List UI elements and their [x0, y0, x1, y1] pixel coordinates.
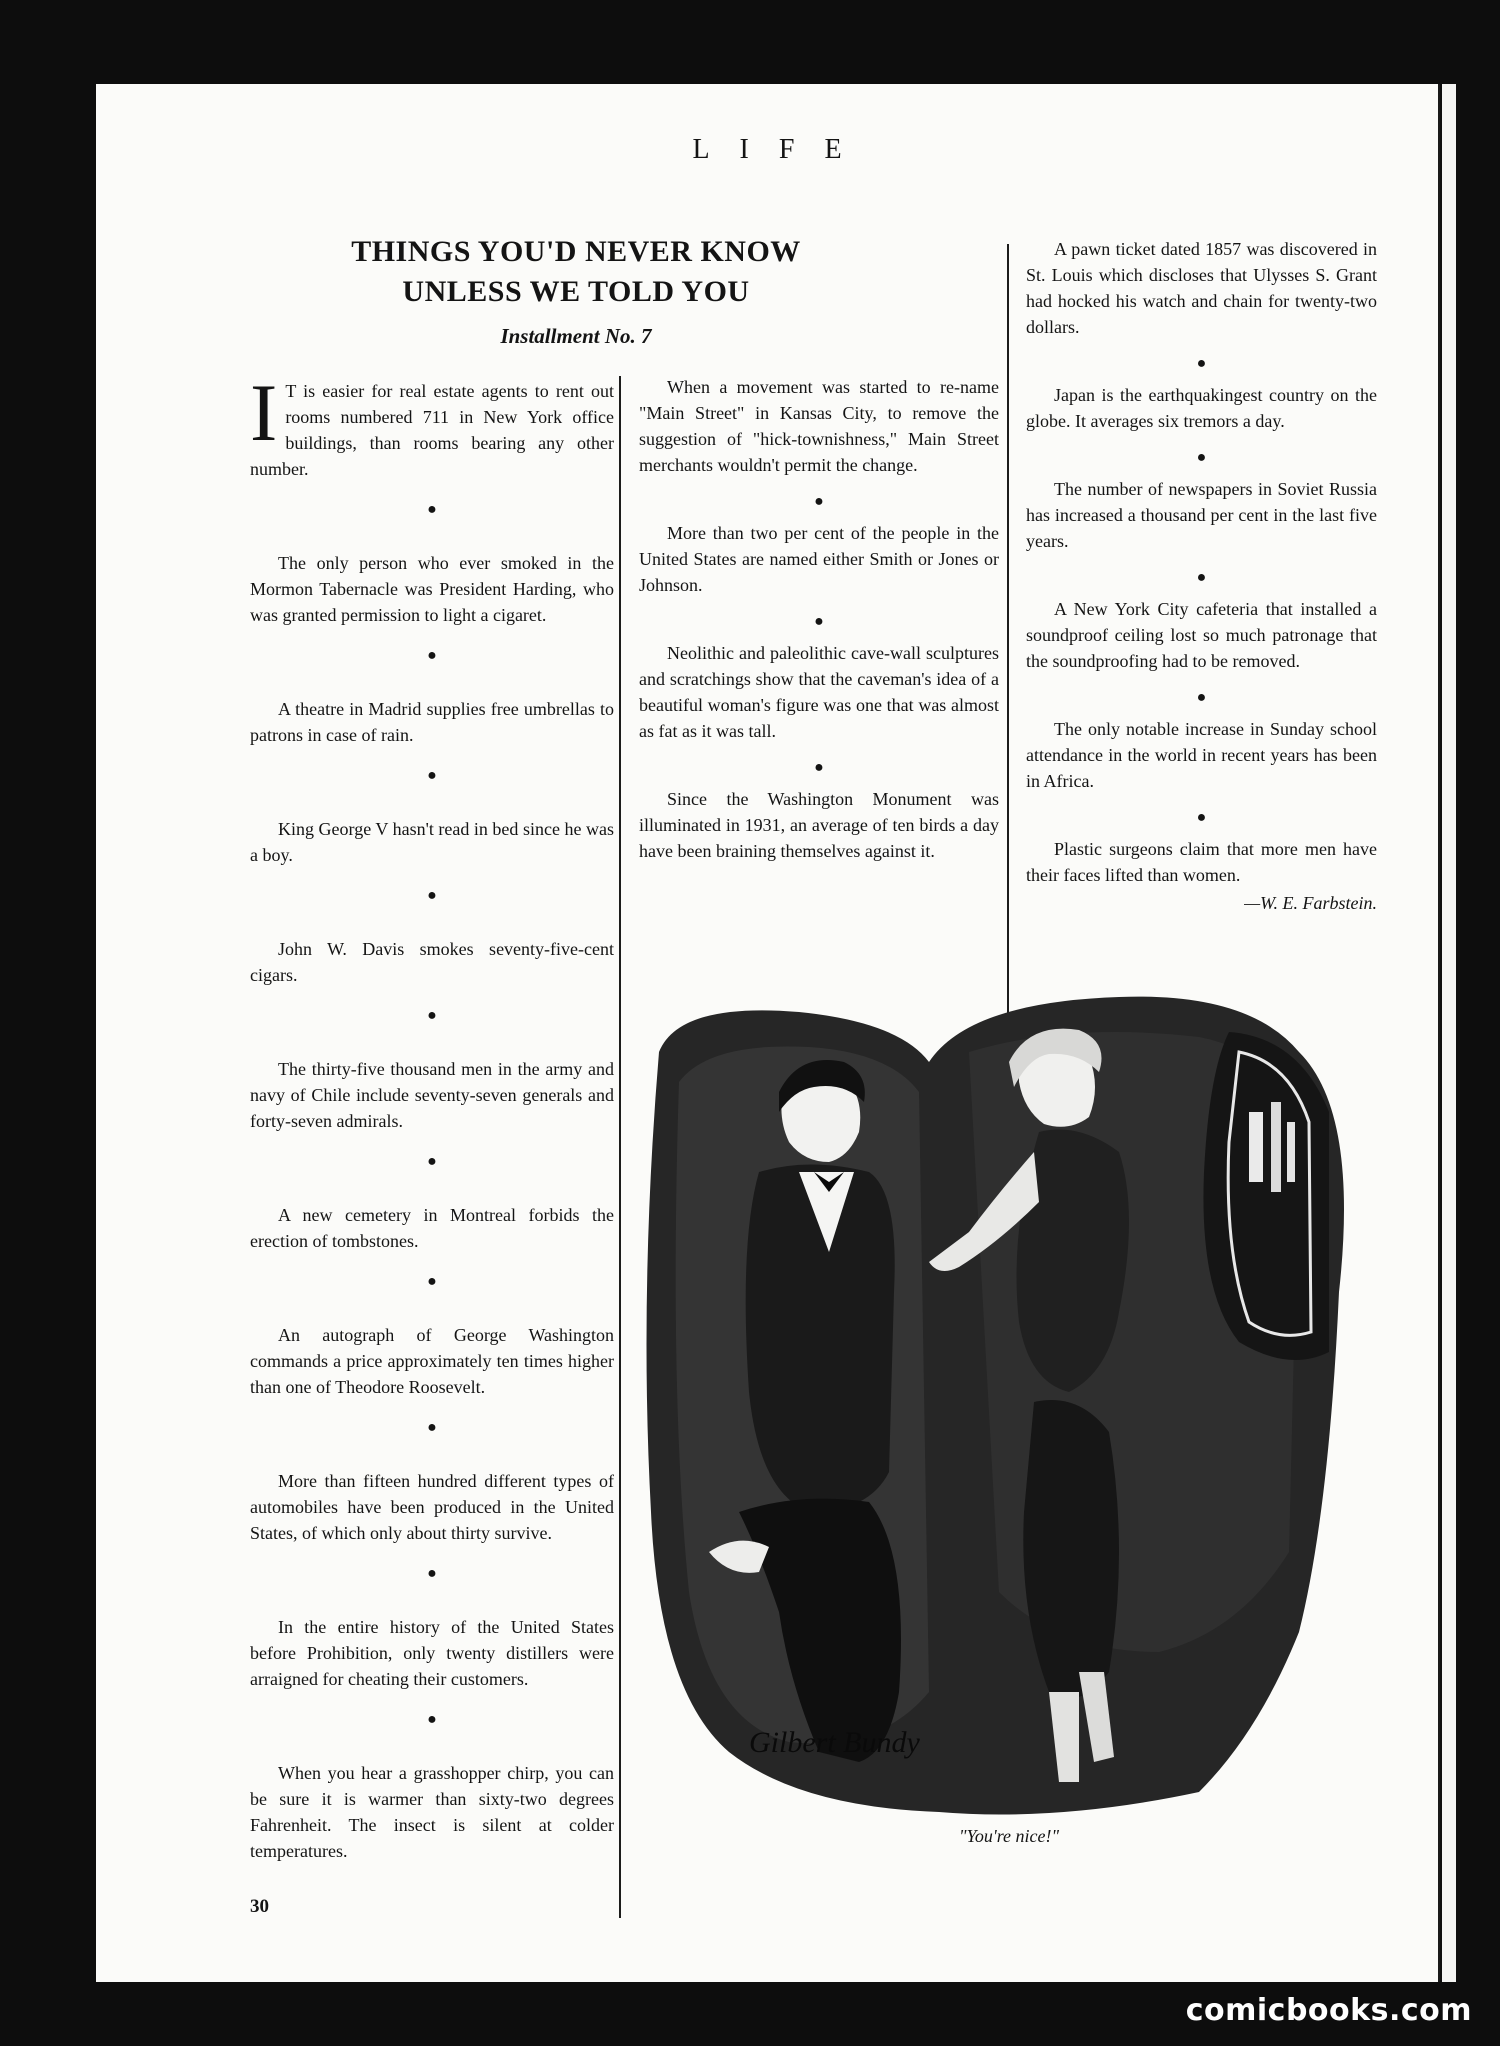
paragraph-17: Japan is the earthquakingest country on the globe. It averages six tremors a day. — [1026, 385, 1377, 431]
title-line-1: THINGS YOU'D NEVER KNOW — [351, 235, 801, 268]
bullet-separator: ● — [427, 647, 437, 664]
bullet-separator: ● — [1196, 355, 1207, 372]
bullet-separator: ● — [427, 767, 437, 784]
bullet-separator: ● — [427, 501, 437, 518]
paragraph-15: Since the Washington Monument was illuminated in 1931, an average of ten birds a day have been braining themselves against it. — [639, 789, 999, 861]
paragraph-18: The number of newspapers in Soviet Russia has increased a thousand per cent in the last five years. — [1026, 479, 1377, 551]
paragraph-16: A pawn ticket dated 1857 was discovered in St. Louis which discloses that Ulysses S. Grant had hocked his watch and chain for twenty-two dollars. — [1026, 239, 1377, 337]
paragraph-3: A theatre in Madrid supplies free umbrellas to patrons in case of rain. — [250, 699, 614, 745]
paragraph-10: In the entire history of the United States before Prohibition, only twenty distillers were arraigned for cheating their customers. — [250, 1617, 614, 1689]
bullet-separator: ● — [814, 493, 824, 510]
paragraph-2: The only person who ever smoked in the Mormon Tabernacle was President Harding, who was granted permission to light a cigaret. — [250, 553, 614, 625]
paragraph-6: The thirty-five thousand men in the army and navy of Chile include seventy-seven generals and forty-seven admirals. — [250, 1059, 614, 1131]
bullet-separator: ● — [427, 1273, 437, 1290]
paragraph-7: A new cemetery in Montreal forbids the erection of tombstones. — [250, 1205, 614, 1251]
bullet-separator: ● — [427, 1711, 437, 1728]
bullet-separator: ● — [427, 1153, 437, 1170]
paragraph-1: I T is easier for real estate agents to rent out rooms numbered 711 in New York office buildings, than rooms bearing any other number. — [250, 367, 614, 479]
site-watermark: comicbooks.com — [1185, 1993, 1472, 2028]
cartoon-caption: "You're nice!" — [958, 1826, 1060, 1846]
title-line-2: UNLESS WE TOLD YOU — [402, 275, 750, 308]
paragraph-9: More than fifteen hundred different types of automobiles have been produced in the United States, of which only about thirty survive. — [250, 1471, 614, 1543]
paragraph-14: Neolithic and paleolithic cave-wall sculptures and scratchings show that the caveman's idea of a beautiful woman's figure was one that was almost as fat as it was tall. — [639, 643, 999, 741]
bullet-separator: ● — [1196, 689, 1207, 706]
paragraph-4: King George V hasn't read in bed since he was a boy. — [250, 819, 614, 865]
paragraph-8: An autograph of George Washington commands a price approximately ten times higher than one of Theodore Roosevelt. — [250, 1325, 614, 1397]
paragraph-20: The only notable increase in Sunday school attendance in the world in recent years has been in Africa. — [1026, 719, 1377, 791]
artist-signature: Gilbert Bundy — [749, 1726, 920, 1759]
facing-page-edge — [1442, 84, 1456, 1982]
column-rule-left — [619, 376, 621, 1918]
paragraph-11: When you hear a grasshopper chirp, you can be sure it is warmer than sixty-two degrees Fahrenheit. The insect is silent at colder temperatures. — [250, 1763, 614, 1861]
paragraph-5: John W. Davis smokes seventy-five-cent cigars. — [250, 939, 614, 985]
bullet-separator: ● — [1196, 449, 1207, 466]
paragraph-21: Plastic surgeons claim that more men have their faces lifted than women. — [1026, 839, 1377, 885]
bullet-separator: ● — [1196, 809, 1207, 826]
column-right — [1026, 236, 1377, 916]
bullet-separator: ● — [814, 759, 824, 776]
installment-label: Installment No. 7 — [500, 324, 652, 348]
bullet-separator: ● — [814, 613, 824, 630]
article-title — [296, 232, 856, 312]
page-number: 30 — [250, 1896, 269, 1917]
drop-cap: I — [250, 367, 278, 458]
bullet-separator: ● — [427, 1565, 437, 1582]
magazine-page — [96, 84, 1438, 1982]
paragraph-19: A New York City cafeteria that installed a soundproof ceiling lost so much patronage that the soundproofing had to be removed. — [1026, 599, 1377, 671]
running-header: LIFE — [692, 134, 872, 165]
bullet-separator: ● — [427, 887, 437, 904]
paragraph-12: When a movement was started to re-name "Main Street" in Kansas City, to remove the suggestion of "hick-townishness," Main Street merchants wouldn't permit the change. — [639, 377, 999, 475]
column-middle — [639, 374, 999, 864]
author-byline: —W. E. Farbstein. — [1244, 893, 1377, 913]
column-left — [250, 367, 614, 1864]
bullet-separator: ● — [427, 1419, 437, 1436]
bullet-separator: ● — [427, 1007, 437, 1024]
bullet-separator: ● — [1196, 569, 1207, 586]
cartoon-illustration — [639, 992, 1379, 1822]
paragraph-13: More than two per cent of the people in the United States are named either Smith or Jones or Johnson. — [639, 523, 999, 595]
